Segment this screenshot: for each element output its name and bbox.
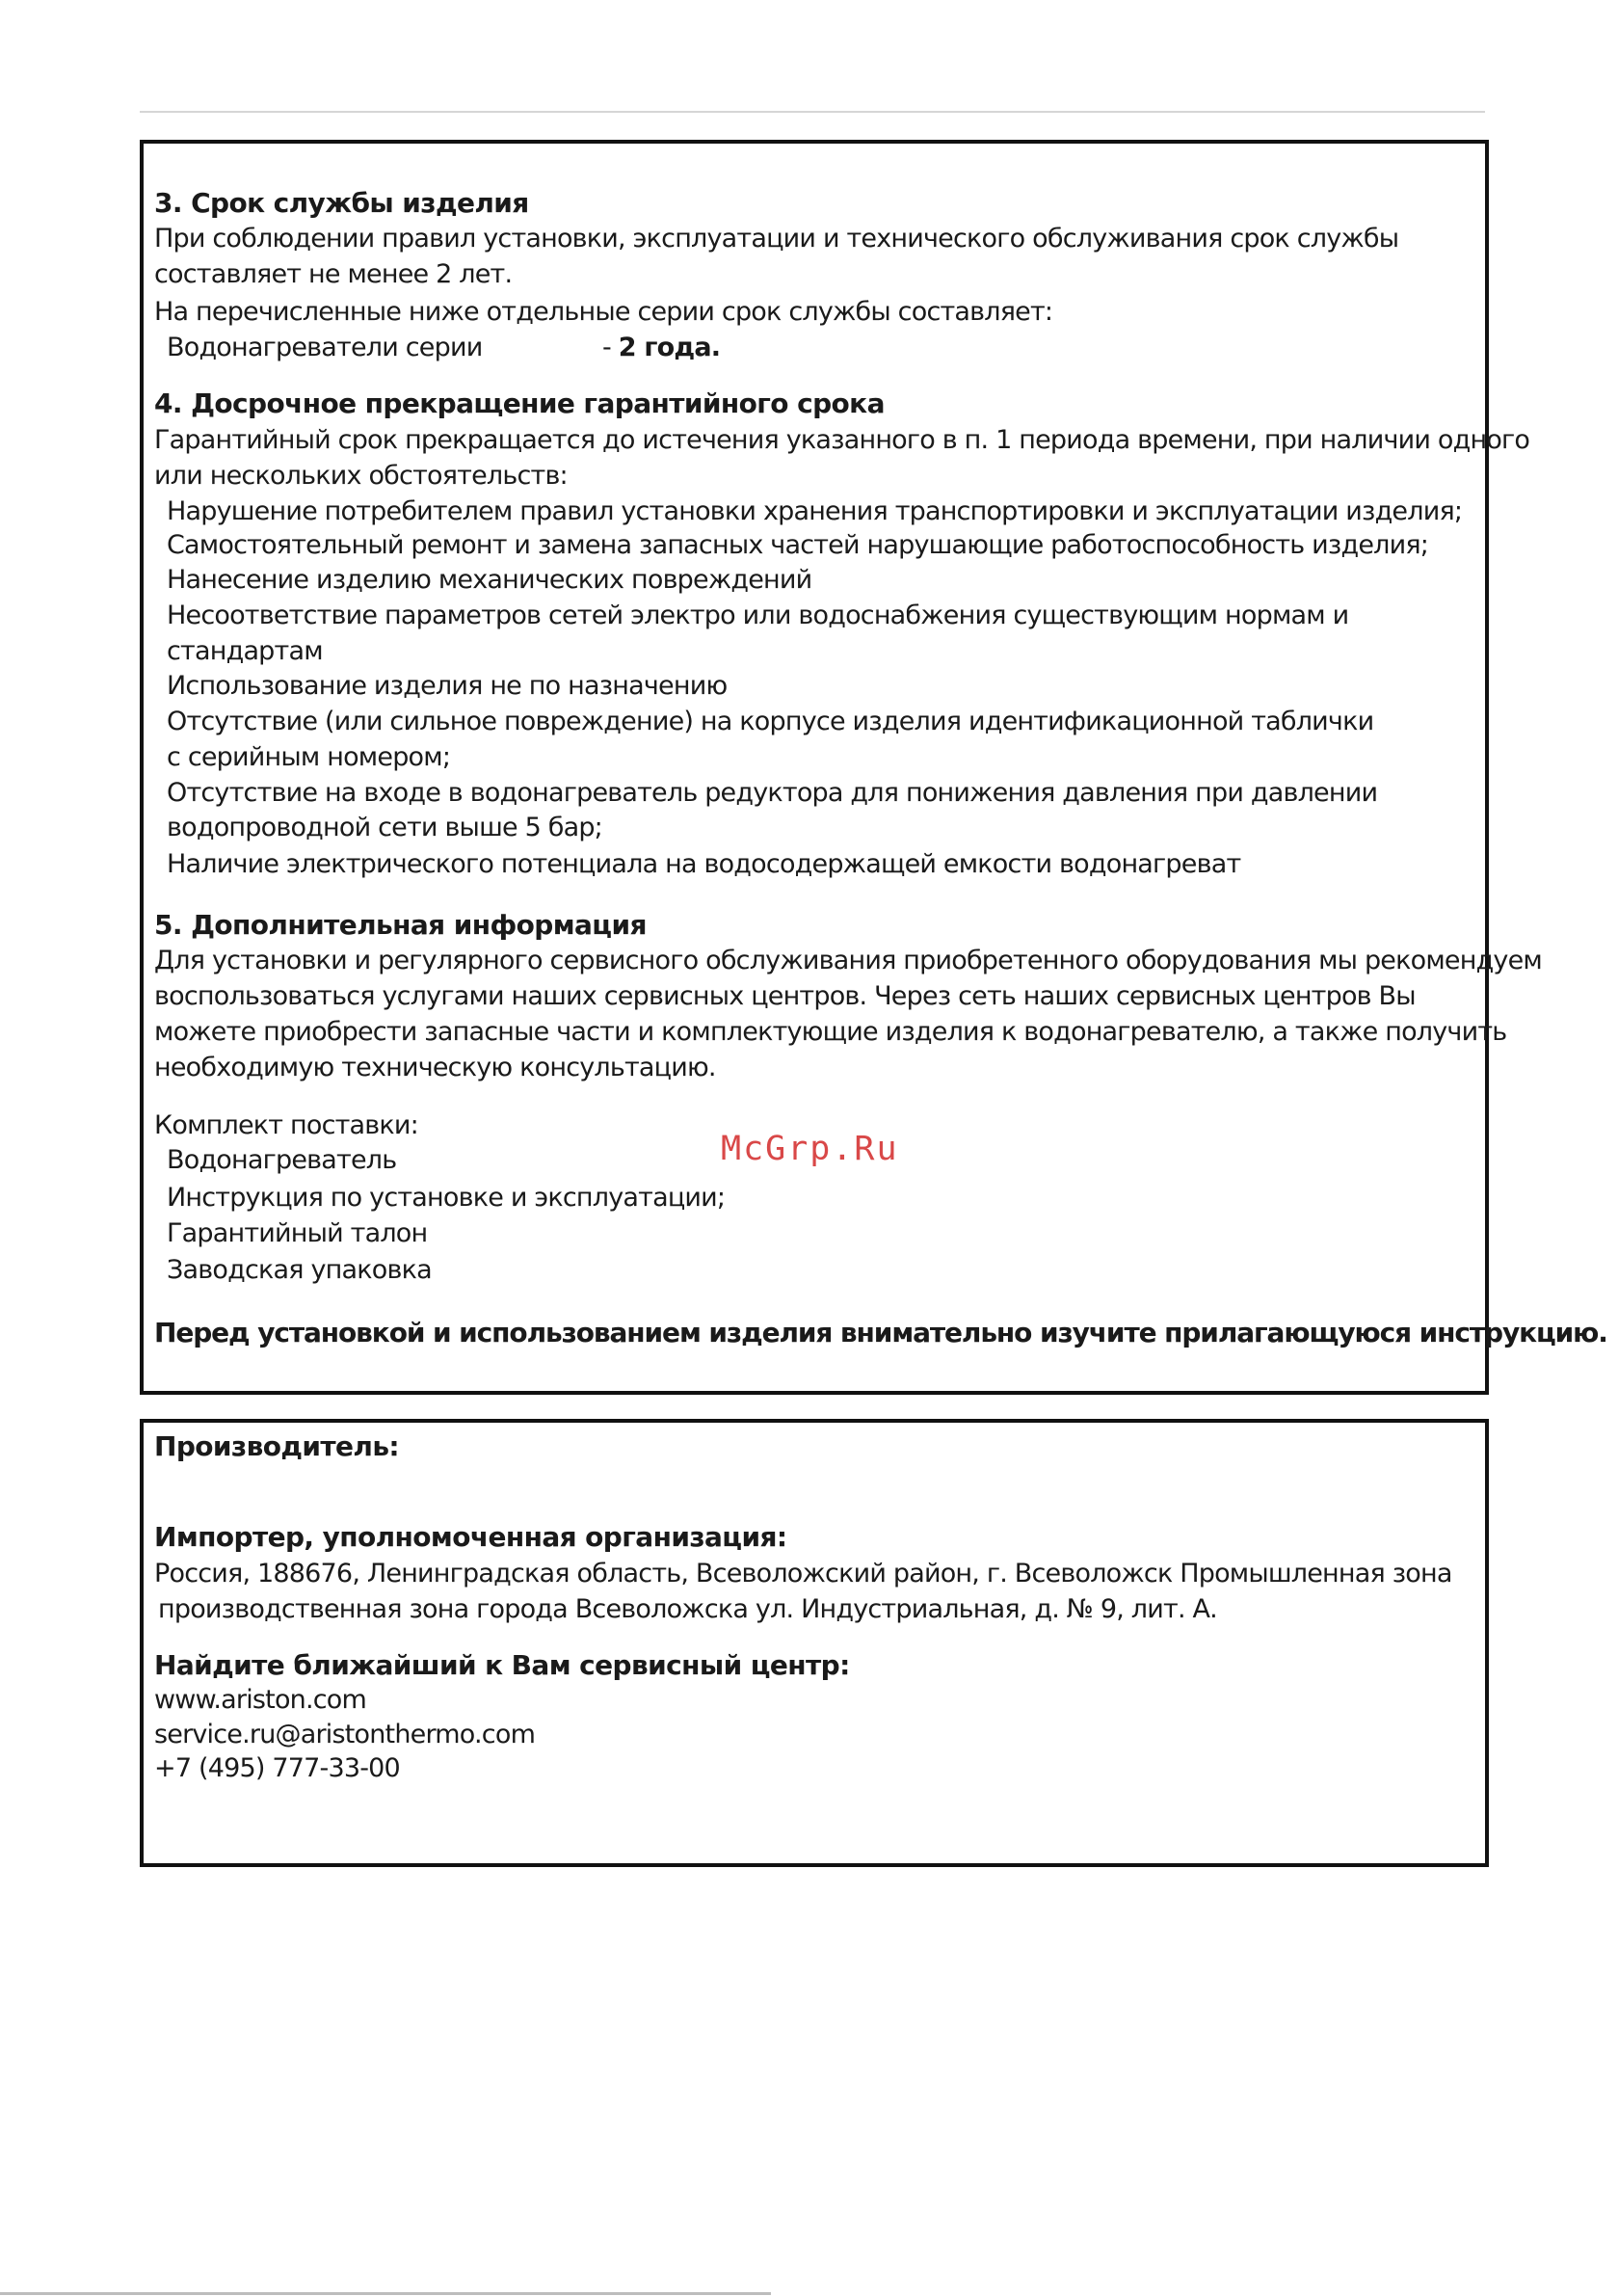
kit-item: Гарантийный талон — [167, 1218, 428, 1248]
kit-item: Заводская упаковка — [167, 1255, 432, 1285]
bottom-divider — [0, 2292, 771, 2295]
section-4-item: Отсутствие на входе в водонагреватель редуктора для понижения давления при давлении — [167, 778, 1378, 808]
website-link[interactable]: www.ariston.com — [154, 1685, 367, 1715]
section-4-item: Несоответствие параметров сетей электро или водоснабжения существующим нормам и — [167, 601, 1349, 630]
section-5-text: необходимую техническую консультацию. — [154, 1053, 716, 1082]
email-link[interactable]: service.ru@aristonthermo.com — [154, 1720, 536, 1749]
kit-item: Водонагреватель — [167, 1145, 397, 1175]
manufacturer-label: Производитель: — [154, 1430, 400, 1462]
section-4-item: стандартам — [167, 636, 323, 666]
section-5-text: воспользоваться услугами наших сервисных центров. Через сеть наших сервисных центров Вы — [154, 981, 1416, 1011]
section-4-item: Нарушение потребителем правил установки хранения транспортировки и эксплуатации изделия; — [167, 496, 1463, 526]
section-4-intro-1: Гарантийный срок прекращается до истечения указанного в п. 1 периода времени, при наличии одного — [154, 425, 1530, 455]
section-4-title: 4. Досрочное прекращение гарантийного срока — [154, 387, 885, 419]
series-dash: - — [602, 333, 619, 362]
section-5-title: 5. Дополнительная информация — [154, 909, 647, 941]
service-center-title: Найдите ближайший к Вам сервисный центр: — [154, 1649, 850, 1681]
importer-title: Импортер, уполномоченная организация: — [154, 1521, 787, 1553]
section-3-title: 3. Срок службы изделия — [154, 187, 529, 219]
section-3-text-3: На перечисленные ниже отдельные серии срок службы составляет: — [154, 297, 1053, 327]
watermark: McGrp.Ru — [721, 1130, 899, 1168]
series-term — [602, 331, 720, 365]
section-5-text: можете приобрести запасные части и комплектующие изделия к водонагревателю, а также получить — [154, 1017, 1507, 1047]
importer-address-1: Россия, 188676, Ленинградская область, Всеволожский район, г. Всеволожск Промышленная зона — [154, 1559, 1452, 1589]
phone-number: +7 (495) 777-33-00 — [154, 1753, 400, 1783]
section-4-item: водопроводной сети выше 5 бар; — [167, 813, 602, 842]
instruction-warning: Перед установкой и использованием изделия внимательно изучите прилагающуюся инструкцию. — [154, 1317, 1607, 1348]
top-divider — [140, 111, 1485, 113]
section-4-item: с серийным номером; — [167, 742, 451, 772]
section-4-item: Наличие электрического потенциала на водосодержащей емкости водонагреват — [167, 849, 1241, 879]
kit-item: Инструкция по установке и эксплуатации; — [167, 1183, 726, 1213]
kit-title: Комплект поставки: — [154, 1110, 418, 1140]
contacts-box — [140, 1419, 1489, 1867]
importer-address-2: производственная зона города Всеволожска ул. Индустриальная, д. № 9, лит. А. — [158, 1594, 1217, 1624]
section-4-intro-2: или нескольких обстоятельств: — [154, 461, 568, 491]
section-4-item: Использование изделия не по назначению — [167, 671, 728, 701]
section-3-text-1: При соблюдении правил установки, эксплуатации и технического обслуживания срок службы — [154, 224, 1399, 254]
section-4-item: Отсутствие (или сильное повреждение) на корпусе изделия идентификационной таблички — [167, 707, 1374, 736]
section-4-item: Нанесение изделию механических повреждений — [167, 565, 812, 595]
section-5-text: Для установки и регулярного сервисного обслуживания приобретенного оборудования мы рекомендуем — [154, 946, 1542, 975]
series-label: Водонагреватели серии — [167, 333, 483, 362]
series-value: 2 года. — [618, 333, 721, 362]
section-4-item: Самостоятельный ремонт и замена запасных частей нарушающие работоспособность изделия; — [167, 530, 1429, 560]
section-3-text-2: составляет не менее 2 лет. — [154, 259, 513, 289]
